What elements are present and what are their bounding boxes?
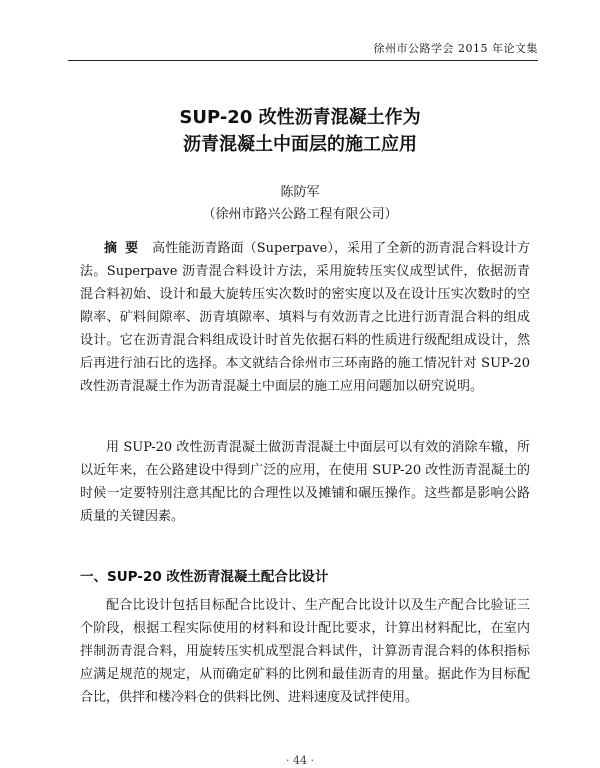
paper-title-line-1: SUP-20 改性沥青混凝土作为 — [179, 107, 421, 128]
section-heading: 一、SUP-20 改性沥青混凝土配合比设计 — [80, 569, 329, 585]
intro-paragraph: 用 SUP-20 改性沥青混凝土做沥青混凝土中面层可以有效的消除车辙，所以近年来，在公路建设中得到广泛的应用，在使用 SUP-20 改性沥青混凝土的时候一定要特别注意其配比的合理性以及摊铺和碾压操作。这些都是影响公路质量的关键因素。 — [80, 440, 530, 524]
section-paragraph: 配合比设计包括目标配合比设计、生产配合比设计以及生产配合比验证三个阶段，根据工程实际使用的材料和设计配比要求，计算出材料配比，在室内拌制沥青混合料，用旋转压实机成型混合料试件，计算沥青混合料的体积指标应满足规范的规定，从而确定矿料的比例和最佳沥青的用量。据此作为目标配合比，供拌和楼冷料仓的供料比例、进料速度及试拌使用。 — [80, 598, 530, 705]
abstract — [80, 237, 530, 398]
author-name: 陈防军 — [280, 185, 320, 200]
running-header — [68, 36, 538, 61]
author-affiliation: （徐州市路兴公路工程有限公司） — [202, 207, 398, 222]
abstract-text: 高性能沥青路面（Superpave），采用了全新的沥青混合料设计方法。Superpave 沥青混合料设计方法，采用旋转压实仪成型试件，依据沥青混合料初始、设计和最大旋转压实次数时的密实度以及在设计压实次数时的空隙率、矿料间隙率、沥青填隙率、填料与有效沥青之比进行沥青混合料的组成设计。它在沥青混合料组成设计时首先依据石料的性质进行级配组成设计，然后再进行油石比的选择。本文就结合徐州市三环南路的施工情况针对 SUP-20 改性沥青混凝土作为沥青混凝土中面层的施工应用问题加以研究说明。 — [80, 241, 530, 394]
abstract-keyword: 摘要 — [104, 241, 147, 256]
header-text: 徐州市公路学会 2015 年论文集 — [373, 42, 538, 55]
page-number: · 44 · — [286, 754, 314, 767]
paper-title-line-2: 沥青混凝土中面层的施工应用 — [183, 134, 417, 155]
